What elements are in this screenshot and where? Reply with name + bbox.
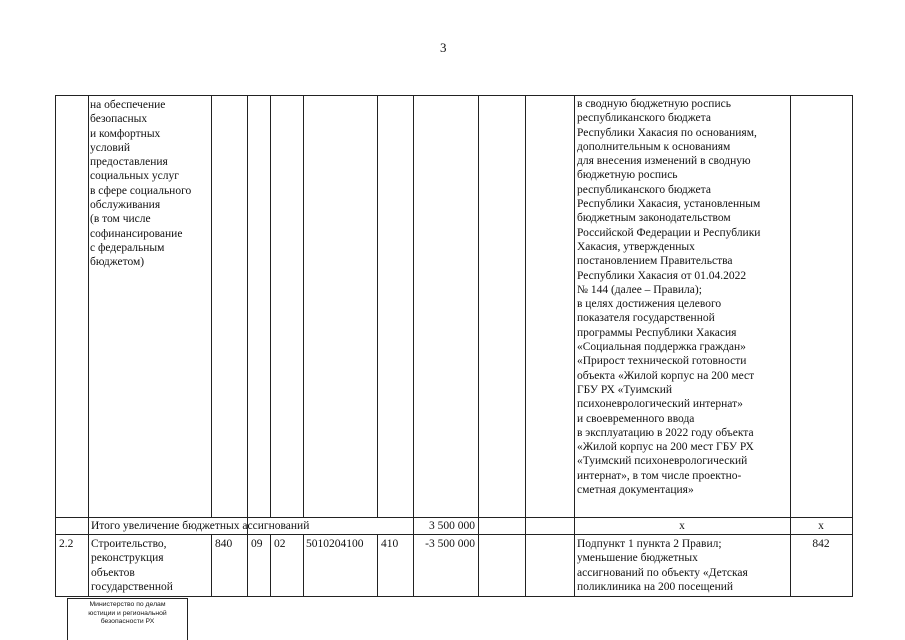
total-label: Итого увеличение бюджетных ассигнований — [91, 520, 310, 532]
row-amount: -3 500 000 — [425, 538, 475, 550]
expense-type-code: 410 — [381, 538, 399, 550]
ministry-code: 840 — [215, 538, 233, 550]
section-code: 09 — [251, 538, 263, 550]
row-code: 842 — [812, 538, 830, 550]
row-name-continued: на обеспечение безопасных и комфортных условий предоставления социальных услуг в сфере социального обслуживания (в том числе софинансирование с федеральным бюджетом) — [90, 99, 192, 269]
stamp-text: Министерство по делам юстиции и региональной безопасности РХ — [88, 601, 167, 625]
subsection-code: 02 — [274, 538, 286, 550]
ministry-stamp — [67, 598, 188, 640]
row-number: 2.2 — [59, 538, 74, 550]
row-basis-continued: в сводную бюджетную роспись республиканского бюджета Республики Хакасия по основаниям, дополнительным к основаниям для внесения изменений в сводную бюджетную роспись республиканского бюджета Республики Хакасия, установленным бюджетным законодательством Российской Федерации и Республики Хакасия, утвержденных постановлением Правительства Республики Хакасия от 01.04.2022 № 144 (далее – Правила); в целях достижения целевого показателя государственной программы Республики Хакасия «Социальная поддержка граждан» «Прирост технической готовности объекта «Жилой корпус на 200 мест ГБУ РХ «Туимский психоневрологический интернат» и своевременного ввода в эксплуатацию в 2022 году объекта «Жилой корпус на 200 мест ГБУ РХ «Туимский психоневрологический интернат», в том числе проектно- сметная документация» — [577, 98, 761, 497]
row-name: Строительство, реконструкция объектов государственной — [91, 538, 173, 593]
total-x-code: х — [818, 520, 824, 532]
row-basis: Подпункт 1 пункта 2 Правил; уменьшение бюджетных ассигнований по объекту «Детская поликлиника на 200 посещений — [577, 538, 748, 593]
target-article-code: 5010204100 — [306, 538, 364, 550]
total-amount: 3 500 000 — [429, 520, 475, 532]
total-x-basis: х — [679, 520, 685, 532]
page-number: 3 — [440, 40, 447, 55]
